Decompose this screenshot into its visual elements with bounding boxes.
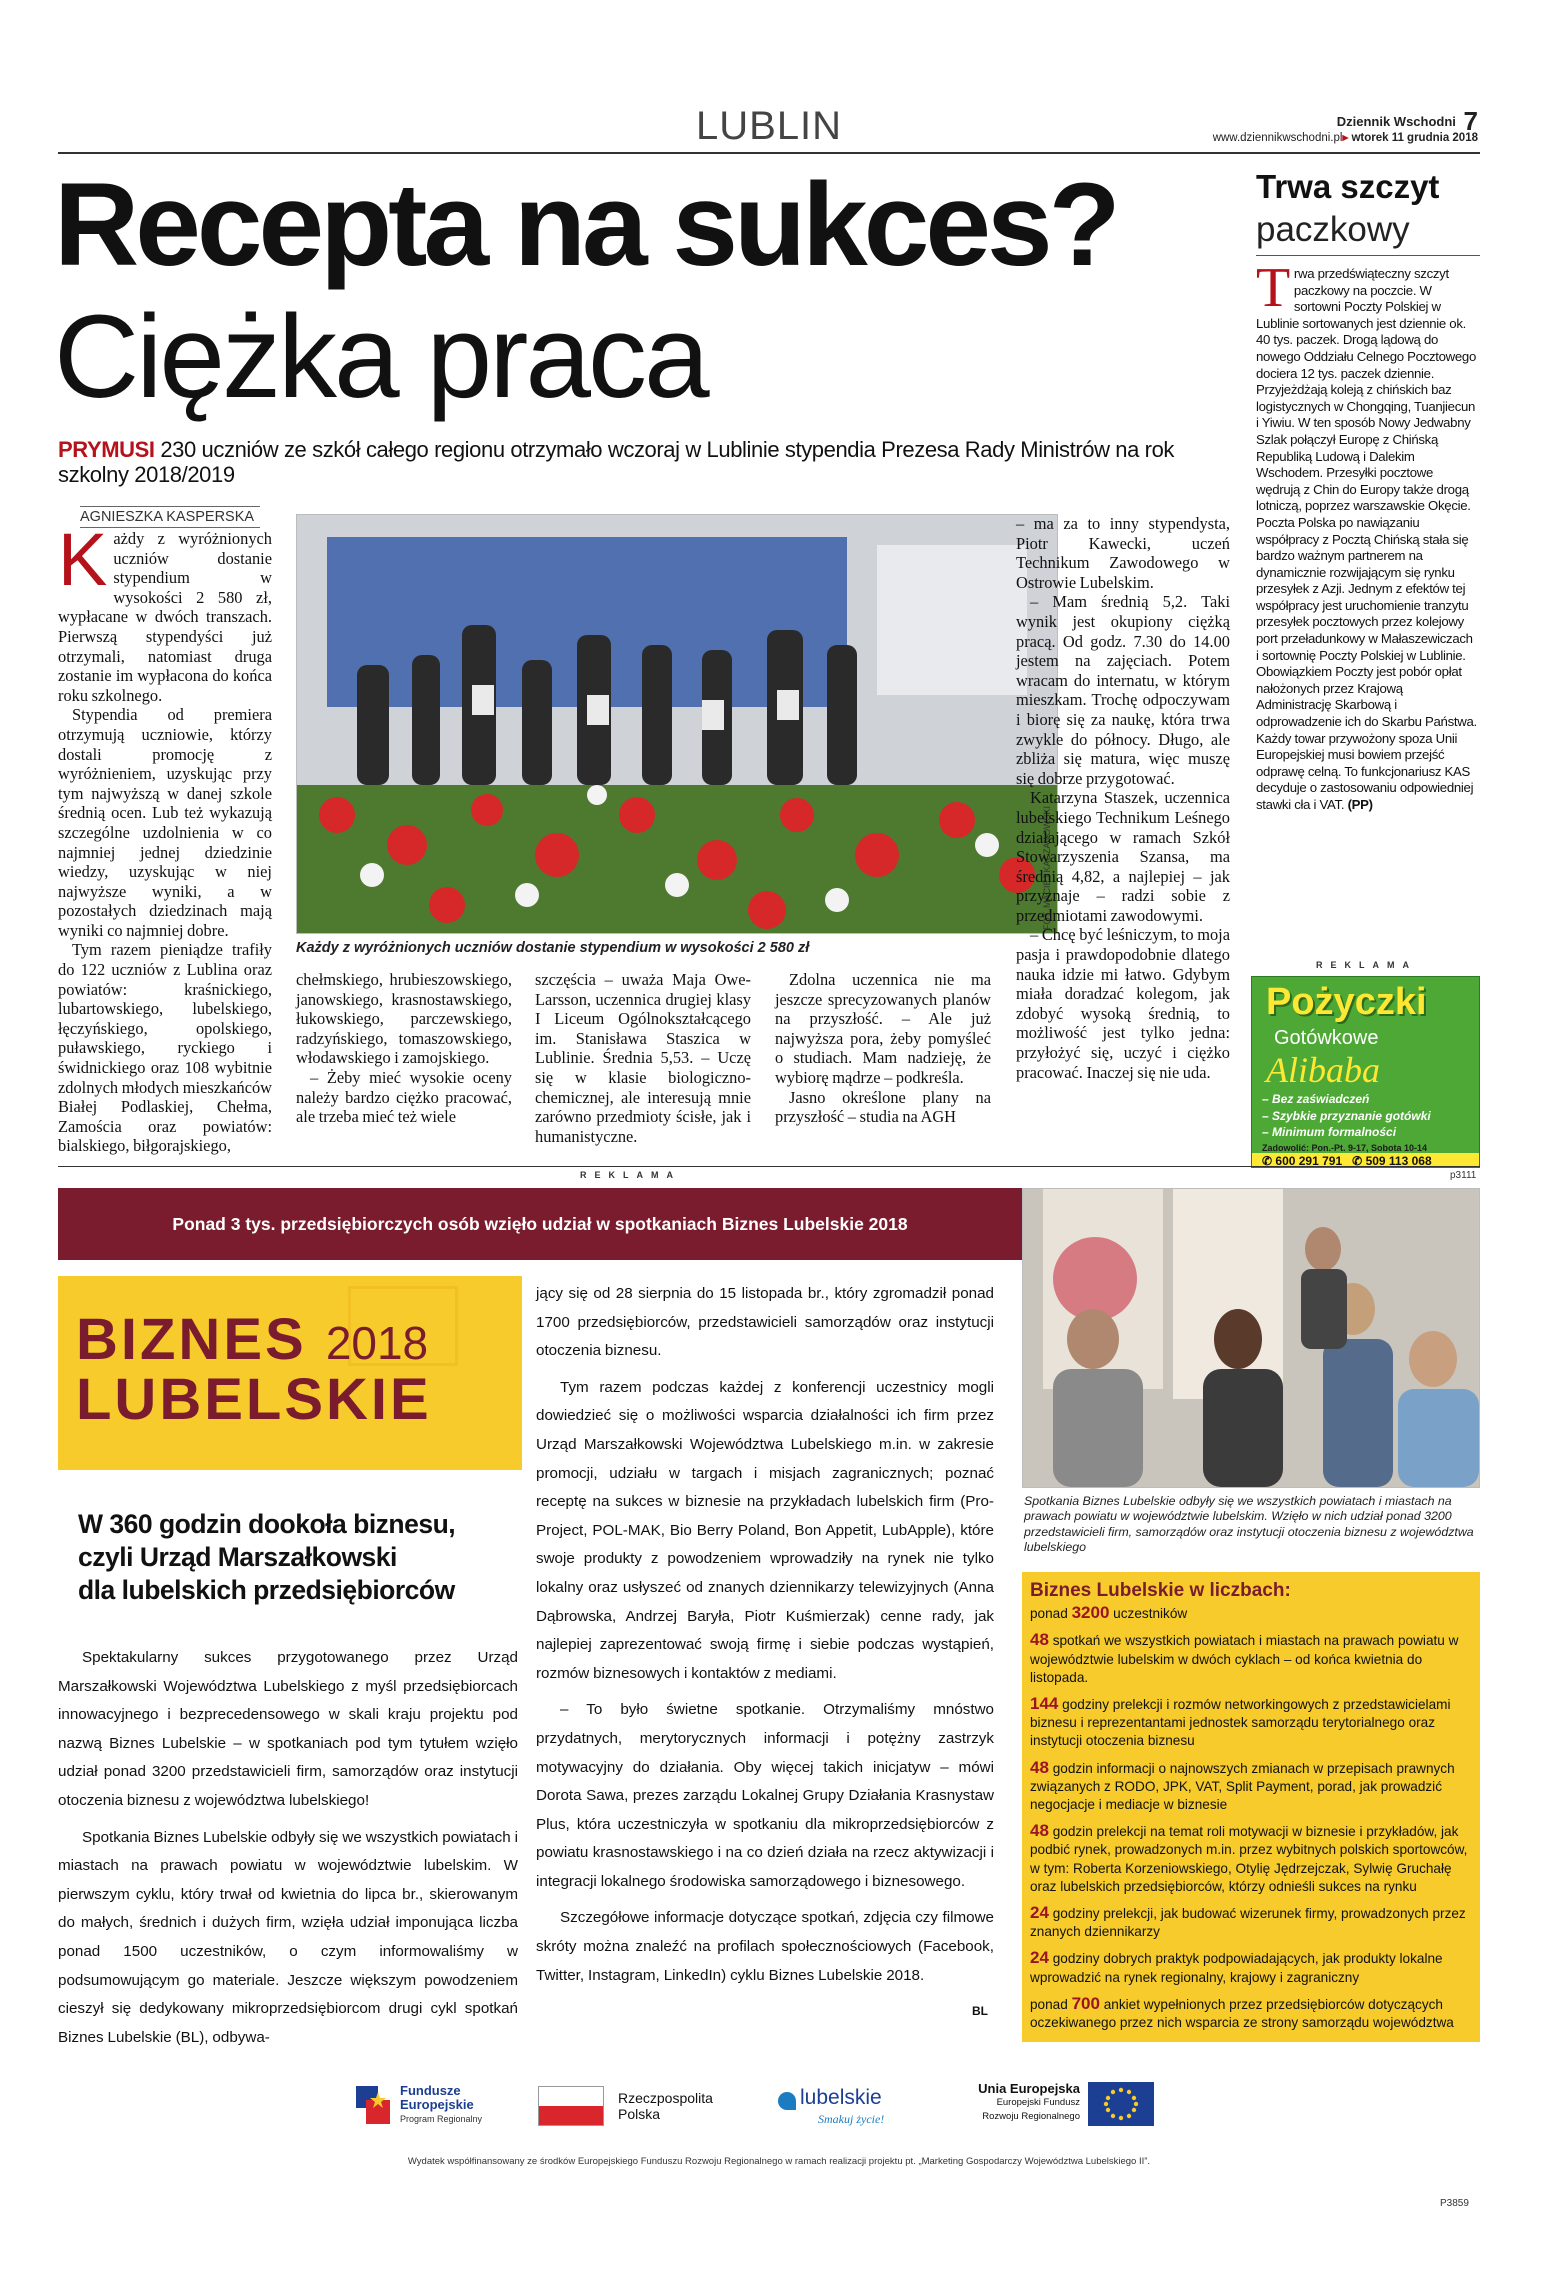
- footer-note: Wydatek współfinansowany ze środków Europejskiego Funduszu Rozwoju Regionalnego w ramach realizacji projektu pt. „Marketing Gospodarczy Województwa Lubelskiego II”.: [407, 2156, 1151, 2167]
- stat-text: spotkań we wszystkich powiatach i miastach na prawach powiatu w województwie lubelskim w dwóch cyklach – od końca kwietnia do listopada.: [1030, 1633, 1459, 1685]
- biznes-col-mid: [536, 1280, 994, 1998]
- date-line: www.dziennikwschodni.pl▸ wtorek 11 grudnia 2018: [1212, 132, 1478, 144]
- col1-para-3: Tym razem pieniądze trafiły do 122 uczniów z Lublina oraz powiatów: kraśnickiego, lubartowskiego, lubelskiego, łęczyńskiego, opolskiego, puławskiego, ryckiego i świdnickiego oraz 108 wybitnie zdolnych młodych mieszkańców Białej Podlaskiej, Chełma, Zamościa oraz powiatów: bialskiego, biłgorajskiego,: [58, 940, 272, 1156]
- side-text: [1256, 257, 1478, 814]
- col4-para-2: Jasno określone plany na przyszłość – studia na AGH: [775, 1087, 991, 1127]
- biznes-mid-p2: Tym razem podczas każdej z konferencji uczestnicy mogli dowiedzieć się o możliwości wsparcia działalności ich firm przez Urząd Marszałkowski Województwa Lubelskiego m.in. w zakresie promocji, udziału w targach i misjach zagranicznych; poznać receptę na sukces w biznesie na przykładach lubelskich firm (Pro-Project, POL-MAK, Bio Berry Poland, Bon Appetit, LubApple), które swoje produkty z powodzeniem wprowadziły na rynek nie tylko lokalny oraz usłyszeć od znanych dziennikarzy telewizyjnych (Anna Dąbrowska, Andrzej Baryła, Piotr Kuśmierzak) cenne rady, jak najlepiej zaprezentować swoją firmę i siebie podczas wystąpień, rozmów biznesowych i kontaktów z mediami.: [536, 1378, 994, 1682]
- fe-line-3: Program Regionalny: [400, 2114, 483, 2124]
- stat-text: godziny dobrych praktyk podpowiadających, jak produkty lokalne wprowadzić na rynek regionalny, krajowy i zagraniczny: [1030, 1951, 1443, 1985]
- headline-line-3: dla lubelskich przedsiębiorców: [78, 1575, 455, 1605]
- lubelskie-mark-icon: [778, 2092, 796, 2110]
- eu-flag-icon: [1088, 2082, 1154, 2126]
- fe-star-icon: [352, 2082, 398, 2132]
- conference-photo: [1022, 1188, 1480, 1488]
- biznes-banner: [58, 1188, 1022, 1260]
- side-dropcap: T: [1256, 257, 1290, 319]
- ad-address: Zadowolić: Pon.-Pt. 9-17, Sobota 10-14: [1262, 1143, 1428, 1153]
- ad-phone-2[interactable]: 509 113 068: [1365, 1154, 1432, 1168]
- logo-biznes-word: BIZNES: [76, 1307, 307, 1372]
- stat-item: [1030, 1759, 1472, 1815]
- col1-para-1: ażdy z wyróżnionych uczniów dostanie stypendium w wysokości 2 580 zł, wypłacane w dwóch transzach. Pierwszą stypendyści już otrzymali, natomiast druga zostanie im wypłacona do końca roku szkolnego.: [58, 529, 272, 705]
- stat-text: godziny prelekcji i rozmów networkingowych z przedstawicielami biznesu i reprezentantami jednostek samorządu terytorialnego oraz instytucji otoczenia biznesu: [1030, 1697, 1451, 1749]
- ad-bullet-1: – Bez zaświadczeń: [1262, 1092, 1370, 1106]
- ue-line-1: Unia Europejska: [978, 2081, 1080, 2096]
- rp-line-2: Polska: [618, 2106, 661, 2122]
- col3-para-1: szczęścia – uważa Maja Owe-Larsson, uczennica drugiej klasy I Liceum Ogólnokształcącego im. Stanisława Staszica w Lublinie. Średnia 5,53. – Uczę się w klasie biologiczno-chemicznej, ale interesują mnie zarówno przedmioty ścisłe, jak i humanistyczne.: [535, 970, 751, 1146]
- stat-number: 144: [1030, 1694, 1059, 1714]
- article-col-5: [1016, 514, 1230, 1082]
- side-body: rwa przedświąteczny szczyt paczkowy na poczcie. W sortowni Poczty Polskiej w Lublinie sortowanych jest dziennie ok. 40 tys. paczek. Drogą lądową do nowego Oddziału Celnego Pocztowego dociera 12 tys. paczek dziennie. Przyjeżdżają koleją z chińskich baz logistycznych w Chongqing, Tuanjiecun i Yiwiu. W ten sposób Nowy Jedwabny Szlak połączył Europę z Chińską Republiką Ludową i Dalekim Wschodem. Przesyłki pocztowe wędrują z Chin do Europy także drogą lotniczą, poprzez warszawskie Okęcie. Poczta Polska po nawiązaniu współpracy z Pocztą Chińską stała się bardzo ważnym partnerem na dynamicznie rozwijającym się rynku przesyłek z Azji. Jednym z efektów tej współpracy jest uruchomienie tranzytu przesyłek pocztowych przez kolejowy port przeładunkowy w Małaszewiczach i sortownię Poczty Polskiej w Lublinie. Obowiązkiem Poczty jest pobór opłat nałożonych przez Krajową Administrację Skarbową i odprowadzenie ich do Skarbu Państwa. Każdy towar przywożony spoza Unii Europejskiej musi bowiem przejść odprawę celną. To funkcjonariusz KAS decyduje o zastosowaniu odpowiedniej stawki cła i VAT.: [1256, 266, 1477, 812]
- conference-photo-caption: Spotkania Biznes Lubelskie odbyły się we wszystkich powiatach i miastach na prawach powiatu w województwie lubelskim. Wzięło w nich udział ponad 3200 przedstawicieli firm, samorządów oraz instytucji otoczenia biznesu z województwa lubelskiego: [1024, 1494, 1474, 1555]
- ad-phone-1[interactable]: 600 291 791: [1275, 1154, 1343, 1168]
- biznes-left-p1: Spektakularny sukces przygotowanego przez Urząd Marszałkowski Województwa Lubelskiego z myśl przedsiębiorcach innowacyjnego i bezprecedensowego w skali kraju projektu pod nazwą Biznes Lubelskie – w spotkaniach pod tym tytułem wzięło udział ponad 3200 przedstawicieli firm, samorządów oraz instytucji otoczenia biznesu z województwa lubelskiego!: [58, 1649, 518, 1809]
- stat-text: godziny prelekcji, jak budować wizerunek firmy, prowadzonych przez znanych dziennikarzy: [1030, 1906, 1466, 1940]
- rp-line-1: Rzeczpospolita: [618, 2090, 713, 2106]
- ad-bullets: [1262, 1091, 1431, 1141]
- biznes-rule: [58, 1166, 1480, 1167]
- col5-para-1: – Mam średnią 5,2. Taki wynik jest okupiony ciężką pracą. Od godz. 7.30 do 14.00 jestem na zajęciach. Potem wracam do internatu, w którym mieszkam. Trochę odpoczywam i biorę się za naukę, która trwa zwykle do północy. Długo, ale zbliża się matura, więc muszę się dobrze przygotować.: [1016, 592, 1230, 788]
- stat-item: [1030, 1631, 1472, 1687]
- stat-pre: ponad: [1030, 1996, 1072, 2012]
- logo-fundusze: [352, 2080, 512, 2134]
- article-col-1: [58, 518, 272, 1156]
- stat-number: 48: [1030, 1821, 1049, 1841]
- ad-bullet-3: – Minimum formalności: [1262, 1125, 1397, 1139]
- rp-text: [618, 2090, 713, 2122]
- stat-item: [1030, 1904, 1472, 1941]
- stat-item: [1030, 1995, 1472, 2032]
- col5-para-0: – ma za to inny stypendysta, Piotr Kawecki, uczeń Technikum Zawodowego w Ostrowie Lubelskim.: [1016, 514, 1230, 592]
- ad-label: REKLAMA: [1316, 960, 1417, 970]
- footer-code: P3859: [1440, 2198, 1469, 2209]
- article-lead: [58, 437, 1208, 487]
- logo-biznes: [76, 1307, 429, 1373]
- issue-date: wtorek 11 grudnia 2018: [1351, 132, 1478, 144]
- biznes-logo: [58, 1276, 522, 1470]
- ue-line-3: Rozwoju Regionalnego: [982, 2111, 1080, 2122]
- stat-item: [1030, 1949, 1472, 1986]
- paper-title: Dziennik Wschodni: [1336, 114, 1456, 129]
- phone-icon: ✆: [1262, 1154, 1273, 1168]
- biznes-left-p2: Spotkania Biznes Lubelskie odbyły się we wszystkich powiatach i miastach na prawach powiatu w województwie lubelskim. W pierwszym cyklu, który trwał od kwietnia do lipca br., skierowanym do małych, średnich i dużych firm, wzięła udział imponująca liczba ponad 1500 uczestników, o czym informowaliśmy w podsumowującym go materiale. Jeszcze większym powodzeniem cieszył się dedykowany mikroprzedsiębiorcom drugi cykl spotkań Biznes Lubelskie (BL), odbywa-: [58, 1828, 518, 2046]
- stat-number: 24: [1030, 1903, 1049, 1923]
- col1-para-2: Stypendia od premiera otrzymują uczniowie, którzy dostali promocję z wyróżnieniem, uzyskując przy tym najwyższą w danej szkole średnią ocen. Lub też wykazują szczególne uzdolnienia w co najmniej jednej dziedzinie wiedzy, uzyskując w niej najwyższe wyniki, a w pozostałych dziedzinach mają wyniki co najmniej dobre.: [58, 705, 272, 940]
- article-col-3: [535, 970, 751, 1146]
- lead-label: PRYMUSI: [58, 437, 155, 462]
- fe-text: [400, 2084, 482, 2126]
- biznes-mid-p3: – To było świetne spotkanie. Otrzymaliśmy mnóstwo przydatnych, merytorycznych informacji i potężny zastrzyk motywacyjny do działania. Oby więcej takich inicjatyw – mówi Dorota Sawa, prezes zarządu Lokalnej Grupy Działania Krasnystaw Plus, która uczestniczyła w spotkaniu dla mikroprzedsiębiorców z powiatu krasnostawskiego i na co dzień działa na rzecz aktywizacji i integracji lokalnego środowiska samorządowego i biznesowego.: [536, 1701, 994, 1890]
- logo-lubelskie: [778, 2080, 918, 2134]
- header-rule: [58, 152, 1480, 154]
- biznes-mid-p1: jący się od 28 sierpnia do 15 listopada br., który zgromadził ponad 1700 przedsiębiorców, przedstawicieli samorządów oraz instytucji otoczenia biznesu.: [536, 1285, 994, 1360]
- logo-ue: [958, 2080, 1168, 2134]
- website-link[interactable]: www.dziennikwschodni.pl: [1212, 132, 1343, 144]
- ad-subtitle: Gotówkowe: [1274, 1027, 1379, 1049]
- stats-title: Biznes Lubelskie w liczbach:: [1030, 1580, 1291, 1601]
- stat-text: ankiet wypełnionych przez przedsiębiorców dotyczących oczekiwanego przez nich wsparcia ze strony samorządu województwa: [1030, 1996, 1454, 2031]
- stat-text: godzin informacji o najnowszych zmianach w przepisach prawnych związanych z RODO, JPK, VAT, Split Payment, porad, jak prowadzić negocjacje i mediacje w biznesie: [1030, 1760, 1455, 1813]
- article-title: Recepta na sukces?: [54, 159, 1117, 291]
- logo-rzeczpospolita: [538, 2082, 738, 2132]
- headline-line-1: W 360 godzin dookoła biznesu,: [78, 1509, 456, 1539]
- ad-brand: Alibaba: [1266, 1050, 1380, 1090]
- stat-text: godzin prelekcji na temat roli motywacji w biznesie i przykładów, jak podbić rynek, prowadzonych m.in. przez wybitnych polskich sportowców, w tym: Roberta Korzeniowskiego, Otylię Jędrzejczak, Sylwię Gruchałę oraz lubelskich przedsiębiorców, którzy odnieśli sukces na rynku: [1030, 1824, 1468, 1894]
- dropcap: K: [58, 518, 108, 601]
- section-label: LUBLIN: [696, 104, 843, 148]
- conference-photo-art: [1023, 1189, 1479, 1487]
- phone-icon-2: ✆: [1352, 1154, 1363, 1168]
- stat-number: 48: [1030, 1630, 1049, 1650]
- article-col-2: [296, 970, 512, 1127]
- stat-text: uczestników: [1109, 1606, 1188, 1622]
- col2-para-1: chełmskiego, hrubieszowskiego, janowskiego, krasnostawskiego, łukowskiego, parczewskiego, radzyńskiego, tomaszowskiego, włodawskiego i zamojskiego.: [296, 970, 512, 1068]
- stat-item: [1030, 1822, 1472, 1896]
- lub-line-2: Smakuj życie!: [818, 2112, 885, 2126]
- biznes-banner-text: Ponad 3 tys. przedsiębiorczych osób wzięło udział w spotkaniach Biznes Lubelskie 2018: [172, 1214, 908, 1234]
- article-col-4: [775, 970, 991, 1127]
- photo-credit: FOT. MACIEJ KACZANOWSKI: [1042, 805, 1052, 930]
- photo-caption: Każdy z wyróżnionych uczniów dostanie stypendium w wysokości 2 580 zł: [296, 940, 810, 956]
- awards-photo: [296, 514, 1058, 934]
- biznes-signature: BL: [972, 2004, 988, 2018]
- fe-line-2: Europejskie: [400, 2097, 474, 2112]
- col5-para-2: Katarzyna Staszek, uczennica lubelskiego Technikum Leśnego działającego w ramach Szkół Stowarzyszenia Szansa, ma średnią 4,82, a najlepiej – jak przyznaje – radzi sobie z przedmiotami zawodowymi.: [1016, 788, 1230, 925]
- stat-item: [1030, 1604, 1472, 1623]
- lub-line-1: lubelskie: [800, 2086, 882, 2109]
- article-subtitle: Ciężka praca: [54, 291, 707, 423]
- stat-item: [1030, 1695, 1472, 1751]
- ad-bullet-2: – Szybkie przyznanie gotówki: [1262, 1108, 1431, 1123]
- col5-para-3: – Chcę być leśniczym, to moja pasja i prawdopodobnie dlatego nauka idzie mi łatwo. Gdybym miała doradzać kolegom, jak zdobyć wysoką średnią, to możliwość jest tylko jedna: przyłożyć się, uczyć i ciężko pracować. Inaczej się nie uda.: [1016, 925, 1230, 1082]
- side-signature: (PP): [1347, 797, 1373, 812]
- fe-line-1: Fundusze: [400, 2083, 461, 2098]
- biznes-headline: [78, 1508, 518, 1607]
- stat-number: 3200: [1071, 1603, 1110, 1623]
- col4-para-1: Zdolna uczennica nie ma jeszcze sprecyzowanych planów na przyszłość. – Ale już najwyższa pora, żeby pomyśleć o studiach. Mam nadzieję, że wybiorę mądrze – podkreśla.: [775, 970, 991, 1087]
- side-title: Trwa szczyt: [1256, 168, 1440, 205]
- biznes-col-left: [58, 1644, 518, 2060]
- side-rule: [1256, 255, 1480, 256]
- ad-code: p3111: [1450, 1170, 1477, 1181]
- article-author: AGNIESZKA KASPERSKA: [80, 506, 260, 528]
- biznes-ad-label: REKLAMA: [580, 1170, 681, 1180]
- lead-text: 230 uczniów ze szkół całego regionu otrzymało wczoraj w Lublinie stypendia Prezesa Rady Ministrów na rok szkolny 2018/2019: [58, 437, 1175, 487]
- loan-ad[interactable]: [1251, 976, 1480, 1168]
- side-subtitle: paczkowy: [1256, 210, 1410, 249]
- headline-line-2: czyli Urząd Marszałkowski: [78, 1542, 397, 1572]
- stat-number: 700: [1071, 1993, 1100, 2013]
- stat-number: 24: [1030, 1948, 1049, 1968]
- ad-title: Pożyczki: [1266, 981, 1427, 1023]
- logo-year: 2018: [325, 1317, 429, 1369]
- col2-para-2: – Żeby mieć wysokie oceny należy bardzo ciężko pracować, ale trzeba mieć też wiele: [296, 1067, 512, 1127]
- ue-text: [958, 2082, 1080, 2124]
- flag-icon: [538, 2086, 604, 2126]
- page-number: 7: [1463, 106, 1478, 136]
- stat-number: 48: [1030, 1757, 1049, 1777]
- logo-lubelskie: LUBELSKIE: [76, 1367, 432, 1432]
- stats-box: [1022, 1572, 1480, 2042]
- ue-line-2: Europejski Fundusz: [996, 2097, 1080, 2108]
- stat-pre: ponad: [1030, 1606, 1072, 1622]
- eu-stars-icon: [1088, 2082, 1154, 2126]
- awards-photo-art: [297, 515, 1057, 933]
- biznes-mid-p4: Szczegółowe informacje dotyczące spotkań, zdjęcia czy filmowe skróty można znaleźć na profilach społecznościowych (Facebook, Twitter, Instagram, LinkedIn) cyklu Biznes Lubelskie 2018.: [536, 1909, 994, 1984]
